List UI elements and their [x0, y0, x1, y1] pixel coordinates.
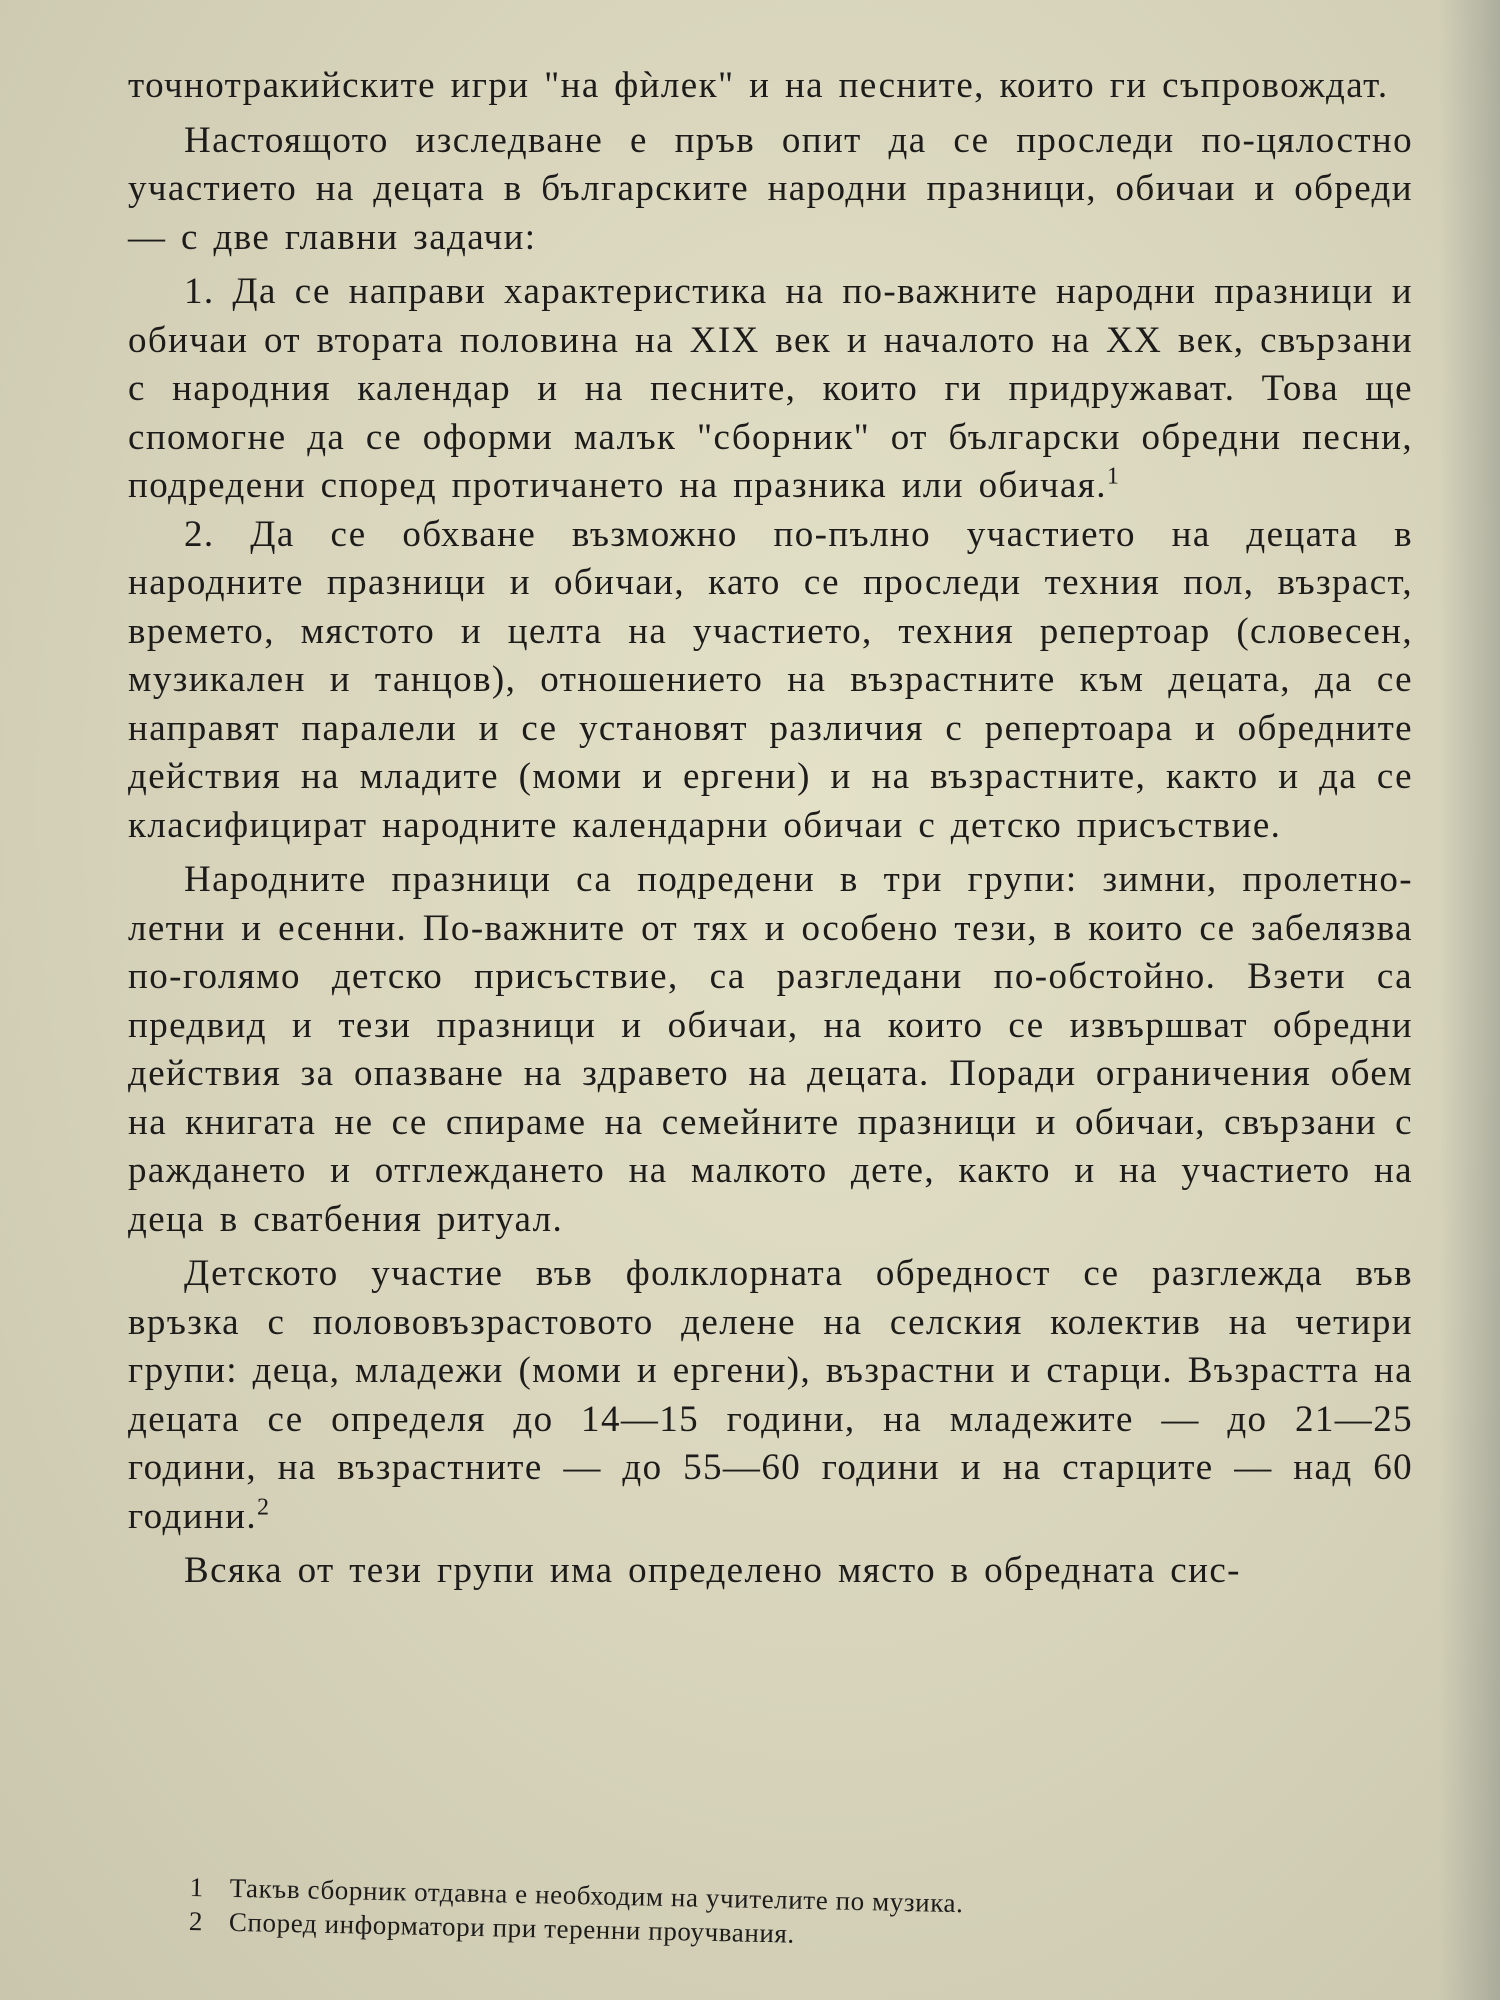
paragraph-text: Детското участие във фолклорната обредност се разглежда във връзка с полововъзрастовото делене на селския колектив на четири групи: деца, младежи (моми и ергени), възрастни и старци. Възрастта на децата се определя до 14—15 години, на младежите — до 21—25 години, на възрастните — до 55—60 години и на старците — над 60 години. — [128, 1253, 1413, 1537]
paragraph-text: 1. Да се направи характеристика на по-важните народни празници и обичаи от втората половина на XIX век и началото на XX век, свързани с народния календар и на песните, които ги придружават. Това ще спомогне да се оформи малък "сборник" от български обредни песни, подредени според протичането на празника или обичая. — [128, 271, 1413, 506]
footnote-ref-2: 2 — [256, 1494, 271, 1521]
paragraph-text: точнотракийските игри "на фѝлек" и на песните, които ги съпровождат. — [128, 65, 1389, 106]
body-text — [128, 62, 1413, 1602]
task-item-2 — [128, 511, 1413, 851]
paragraph-text: Народните празници са подредени в три групи: зимни, пролетно-летни и есенни. По-важните от тях и особено тези, в които се забелязва по-голямо детско присъствие, са разгледани по-обстойно. Взети са предвид и тези празници и обичаи, на които се извършват обредни действия за опазване на здравето на децата. Поради ограничения обем на книгата не се спираме на семейните празници и обичаи, свързани с раждането и отглеждането на малкото дете, както и на участието на деца в сватбения ритуал. — [128, 859, 1413, 1240]
paragraph-text: Настоящото изследване е пръв опит да се проследи по-цялостно участието на децата в българските народни празници, обичаи и обреди — с две главни задачи: — [128, 119, 1413, 258]
paragraph-continued — [128, 62, 1413, 111]
paragraph-text: 2. Да се обхване възможно по-пълно участието на децата в народните празници и обичаи, като се проследи техния пол, възраст, времето, мястото и целта на участието, техния репертоар (словесен, музикален и танцов), отношението на възрастните към децата, да се направят паралели и се установят различия с репертоара и обредните действия на младите (моми и ергени) и на възрастните, както и да се класифицират народните календарни обичаи с детско присъствие. — [128, 513, 1413, 846]
paragraph-age-groups — [128, 1250, 1413, 1541]
footnote-text: Такъв сборник отдавна е необходим на учителите по музика. — [229, 1872, 964, 1919]
footnote-number: 2 — [188, 1905, 204, 1937]
footnote-text: Според информатори при теренни проучвания. — [228, 1906, 796, 1949]
paragraph-holidays — [128, 856, 1413, 1244]
footnote-number: 1 — [189, 1871, 205, 1903]
task-item-1 — [128, 268, 1413, 511]
paragraph-text: Всяка от тези групи има определено място в обредната сис- — [184, 1550, 1241, 1591]
paragraph-final — [128, 1547, 1413, 1596]
paragraph-intro — [128, 117, 1413, 263]
footnote-ref-1: 1 — [1106, 463, 1121, 490]
footnotes — [189, 1870, 1090, 1957]
